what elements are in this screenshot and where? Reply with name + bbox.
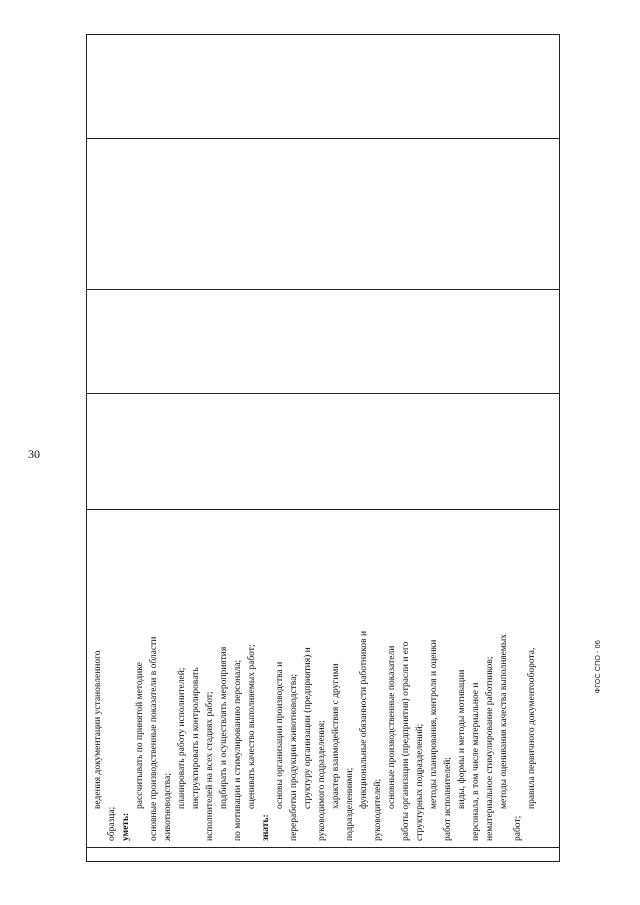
content-line: переработки продукции животноводства; xyxy=(289,673,299,841)
content-line: правила первичного документооборота, xyxy=(527,647,537,809)
content-line: рассчитывать по принятой методике xyxy=(135,662,145,809)
table-row xyxy=(87,35,560,862)
content-line: оценивать качество выполняемых работ; xyxy=(247,644,257,809)
content-line: основные производственные показатели xyxy=(387,645,397,809)
competency-table xyxy=(86,34,560,862)
content-text xyxy=(87,510,539,847)
content-line: работ; xyxy=(513,815,523,841)
content-line: методы планирования, контроля и оценки xyxy=(429,639,439,809)
content-line: руководителей; xyxy=(373,778,383,841)
content-line: подбирать и осуществлять мероприятия xyxy=(219,646,229,809)
content-line: виды, формы и методы мотивации xyxy=(457,669,467,809)
content-line: образца; xyxy=(107,806,117,841)
content-line: по мотивации и стимулированию персонала; xyxy=(233,659,243,841)
index-cell xyxy=(87,848,560,862)
content-line: характер взаимодействия с другими xyxy=(331,663,341,809)
content-line: работы организации (предприятия) отрасли и его xyxy=(401,641,411,841)
content-line: знать: xyxy=(261,814,271,841)
empty-cell xyxy=(87,35,560,139)
empty-cell xyxy=(87,139,560,290)
content-line: планировать работу исполнителей; xyxy=(177,667,187,809)
content-line: животноводства; xyxy=(163,773,173,841)
content-line: работ исполнителей; xyxy=(443,757,453,841)
page-number: 30 xyxy=(28,447,40,461)
rotated-table-container xyxy=(86,35,560,862)
content-line: нематериальное стимулирование работников; xyxy=(485,656,495,841)
content-line: уметь: xyxy=(121,812,131,841)
content-line: ведения документации установленного xyxy=(93,650,103,809)
content-line: персонала, в том числе материальное и xyxy=(471,682,481,841)
content-line: основные производственные показатели в области xyxy=(149,636,159,841)
content-line: основы организации производства и xyxy=(275,661,285,809)
content-line: руководимого подразделения; xyxy=(317,720,327,841)
empty-cell xyxy=(87,394,560,510)
content-cell xyxy=(87,510,560,848)
content-line: инструктировать и контролировать xyxy=(191,667,201,809)
document-code: ФГОС СПО - 06 xyxy=(595,640,602,694)
content-line: подразделениями; xyxy=(345,767,355,841)
content-line: структуру организации (предприятия) и xyxy=(303,647,313,809)
content-line: методы оценивания качества выполняемых xyxy=(499,633,509,809)
content-line: исполнителей на всех стадиях работ; xyxy=(205,691,215,841)
content-line: структурных подразделений; xyxy=(415,723,425,841)
content-line: функциональные обязанности работников и xyxy=(359,630,369,809)
empty-cell xyxy=(87,290,560,394)
